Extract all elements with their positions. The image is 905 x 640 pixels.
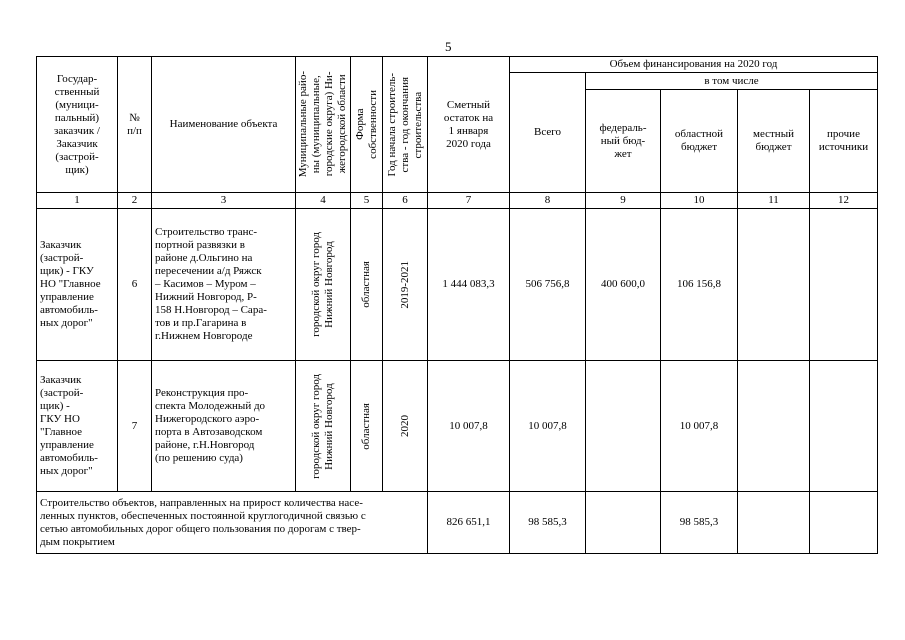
summary-remaining: 826 651,1 xyxy=(428,492,510,554)
row-federal xyxy=(586,361,661,492)
header-funding-title: Объем финансирования на 2020 год xyxy=(510,57,878,73)
summary-total: 98 585,3 xyxy=(510,492,586,554)
summary-regional: 98 585,3 xyxy=(661,492,738,554)
row-number: 7 xyxy=(118,361,152,492)
column-number: 9 xyxy=(586,193,661,209)
row-other xyxy=(810,209,878,361)
header-total: Всего xyxy=(510,73,586,193)
column-number: 4 xyxy=(296,193,351,209)
row-local xyxy=(738,209,810,361)
header-years xyxy=(383,57,428,193)
row-customer: Заказчик (застрой- щик) - ГКУ НО "Главное управление автомобиль- ных дорог" xyxy=(37,361,118,492)
row-total: 10 007,8 xyxy=(510,361,586,492)
page-number: 5 xyxy=(445,39,452,54)
row-customer: Заказчик (застрой- щик) - ГКУ НО "Главное управление автомобиль- ных дорог" xyxy=(37,209,118,361)
header-federal: федераль- ный бюд- жет xyxy=(586,90,661,193)
row-municipality xyxy=(296,209,351,361)
row-object-name: Реконструкция про- спекта Молодежный до Нижегородского аэро- порта в Автозаводском районе, г.Н.Новгород (по решению суда) xyxy=(152,361,296,492)
row-other xyxy=(810,361,878,492)
header-number: № п/п xyxy=(118,57,152,193)
row-local xyxy=(738,361,810,492)
header-regional: областной бюджет xyxy=(661,90,738,193)
header-years-text: Год начала строитель- ства - год окончания строительства xyxy=(385,72,424,177)
column-number: 6 xyxy=(383,193,428,209)
table-row xyxy=(37,361,878,492)
header-local: местный бюджет xyxy=(738,90,810,193)
row-municipality-text: городской округ город Нижний Новгород xyxy=(310,373,335,479)
row-municipality xyxy=(296,361,351,492)
header-municipality-text: Муниципальные райо- ны (муниципальные, городские округа) Ни- жегородской области xyxy=(297,71,348,178)
summary-other xyxy=(810,492,878,554)
header-municipality xyxy=(296,57,351,193)
row-ownership xyxy=(351,209,383,361)
column-number: 11 xyxy=(738,193,810,209)
header-row xyxy=(37,57,878,73)
header-ownership xyxy=(351,57,383,193)
budget-table xyxy=(36,56,878,554)
row-remaining: 1 444 083,3 xyxy=(428,209,510,361)
summary-label: Строительство объектов, направленных на прирост количества насе- ленных пунктов, обеспеченных постоянной круглогодичной связью с сетью автомобильных дорог общего пользования по дорогам с твер- дым покрытием xyxy=(37,492,428,554)
column-number: 8 xyxy=(510,193,586,209)
header-customer: Государ- ственный (муници- пальный) заказчик / Заказчик (застрой- щик) xyxy=(37,57,118,193)
summary-row xyxy=(37,492,878,554)
row-years xyxy=(383,361,428,492)
column-numbers-row xyxy=(37,193,878,209)
header-other: прочие источники xyxy=(810,90,878,193)
table-row xyxy=(37,209,878,361)
row-regional: 106 156,8 xyxy=(661,209,738,361)
row-total: 506 756,8 xyxy=(510,209,586,361)
column-number: 3 xyxy=(152,193,296,209)
header-object-name: Наименование объекта xyxy=(152,57,296,193)
row-number: 6 xyxy=(118,209,152,361)
column-number: 12 xyxy=(810,193,878,209)
row-ownership xyxy=(351,361,383,492)
row-years-text: 2019-2021 xyxy=(398,260,411,309)
row-municipality-text: городской округ город Нижний Новгород xyxy=(310,232,335,337)
column-number: 10 xyxy=(661,193,738,209)
row-regional: 10 007,8 xyxy=(661,361,738,492)
row-years-text: 2020 xyxy=(398,415,411,437)
row-federal: 400 600,0 xyxy=(586,209,661,361)
row-years xyxy=(383,209,428,361)
column-number: 5 xyxy=(351,193,383,209)
column-number: 2 xyxy=(118,193,152,209)
row-object-name: Строительство транс- портной развязки в районе д.Ольгино на пересечении а/д Ряжск – Касимов – Муром – Нижний Новгород, Р- 158 Н.Новгород – Сара- тов и пр.Гагарина в г.Нижнем Новгороде xyxy=(152,209,296,361)
header-ownership-text: Форма собственности xyxy=(353,90,379,159)
row-ownership-text: областная xyxy=(360,402,372,450)
column-number: 7 xyxy=(428,193,510,209)
summary-local xyxy=(738,492,810,554)
row-ownership-text: областная xyxy=(360,261,372,308)
header-including: в том числе xyxy=(586,73,878,90)
column-number: 1 xyxy=(37,193,118,209)
header-remaining: Сметный остаток на 1 января 2020 года xyxy=(428,57,510,193)
row-remaining: 10 007,8 xyxy=(428,361,510,492)
summary-federal xyxy=(586,492,661,554)
